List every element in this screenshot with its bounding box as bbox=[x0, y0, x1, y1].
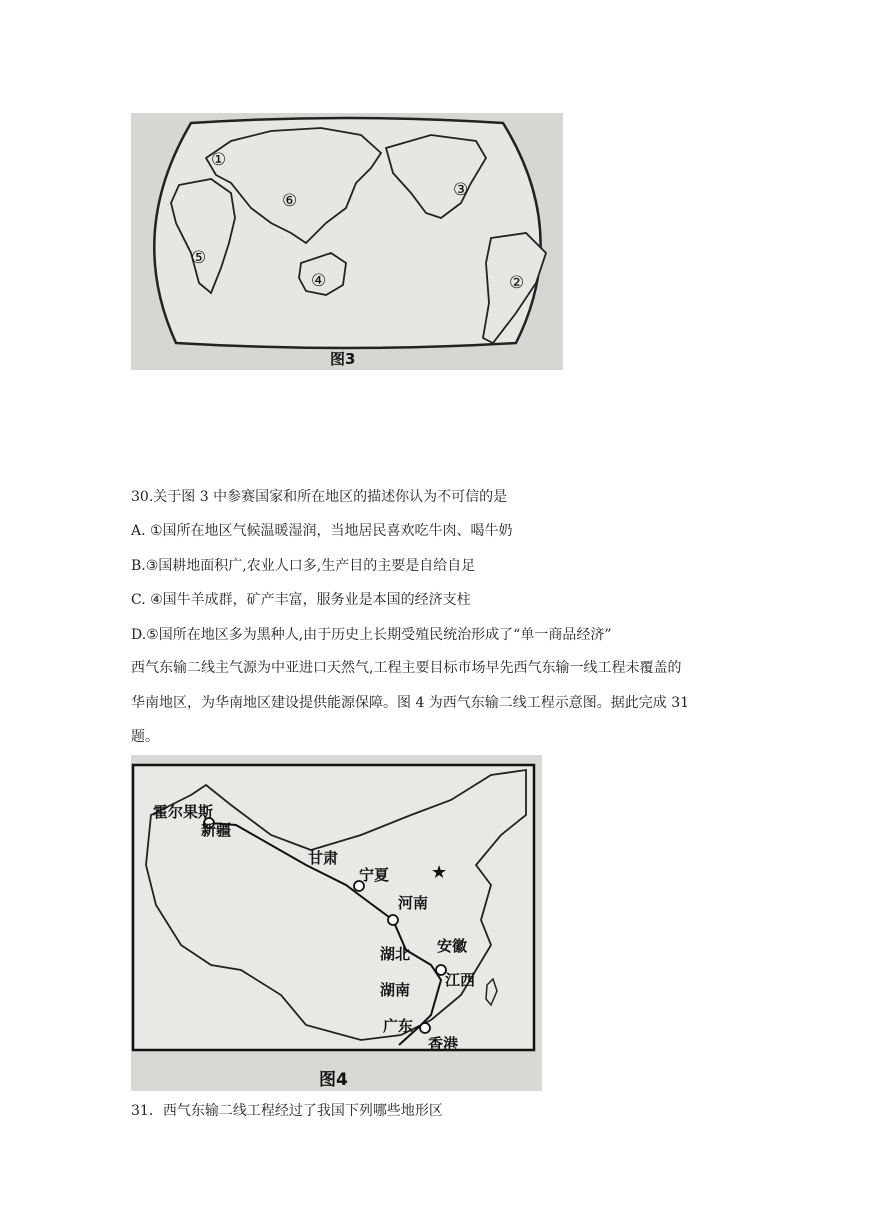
figure-3-world-map bbox=[131, 113, 563, 370]
station-guangdong bbox=[420, 1023, 430, 1033]
station-henan bbox=[388, 915, 398, 925]
label-jiangxi: 江西 bbox=[445, 971, 476, 989]
marker-3: ③ bbox=[453, 180, 469, 200]
marker-1: ① bbox=[211, 150, 227, 170]
label-hunan: 湖南 bbox=[380, 981, 411, 999]
label-gansu: 甘肃 bbox=[308, 849, 339, 867]
marker-5: ⑤ bbox=[191, 248, 207, 268]
label-xinjiang: 新疆 bbox=[201, 821, 232, 839]
marker-4: ④ bbox=[311, 271, 327, 291]
label-hongkong: 香港 bbox=[428, 1035, 459, 1053]
passage-line-2: 华南地区，为华南地区建设提供能源保障。图 4 为西气东输二线工程示意图。据此完成 31 bbox=[131, 695, 690, 711]
world-map-svg bbox=[131, 113, 563, 370]
passage-line-1: 西气东输二线主气源为中亚进口天然气,工程主要目标市场早先西气东输一线工程未覆盖的 bbox=[131, 660, 682, 676]
label-khorgos: 霍尔果斯 bbox=[153, 803, 214, 821]
label-ningxia: 宁夏 bbox=[359, 866, 390, 884]
figure-4-pipeline-map bbox=[131, 755, 542, 1091]
question-30-stem: 30.关于图 3 中参赛国家和所在地区的描述你认为不可信的是 bbox=[131, 489, 508, 505]
marker-2: ② bbox=[509, 273, 525, 293]
label-anhui: 安徽 bbox=[437, 937, 468, 955]
label-hubei: 湖北 bbox=[380, 945, 411, 963]
question-30-option-d: D.⑤国所在地区多为黑种人,由于历史上长期受殖民统治形成了“单一商品经济” bbox=[131, 627, 612, 643]
question-30-option-c: C. ④国牛羊成群，矿产丰富，服务业是本国的经济支柱 bbox=[131, 592, 471, 608]
capital-star-icon: ★ bbox=[431, 862, 448, 883]
passage-line-3: 题。 bbox=[131, 729, 159, 745]
label-henan: 河南 bbox=[398, 894, 429, 912]
question-30-option-a: A. ①国所在地区气候温暖湿润，当地居民喜欢吃牛肉、喝牛奶 bbox=[131, 523, 513, 539]
question-31-stem: 31．西气东输二线工程经过了我国下列哪些地形区 bbox=[131, 1103, 443, 1119]
pipeline-map-svg bbox=[131, 755, 542, 1091]
figure-3-caption: 图3 bbox=[330, 350, 356, 368]
figure-4-caption: 图4 bbox=[319, 1070, 348, 1090]
marker-6: ⑥ bbox=[282, 191, 298, 211]
question-30-option-b: B.③国耕地面积广,农业人口多,生产目的主要是自给自足 bbox=[131, 558, 476, 574]
label-guangdong: 广东 bbox=[383, 1017, 414, 1035]
